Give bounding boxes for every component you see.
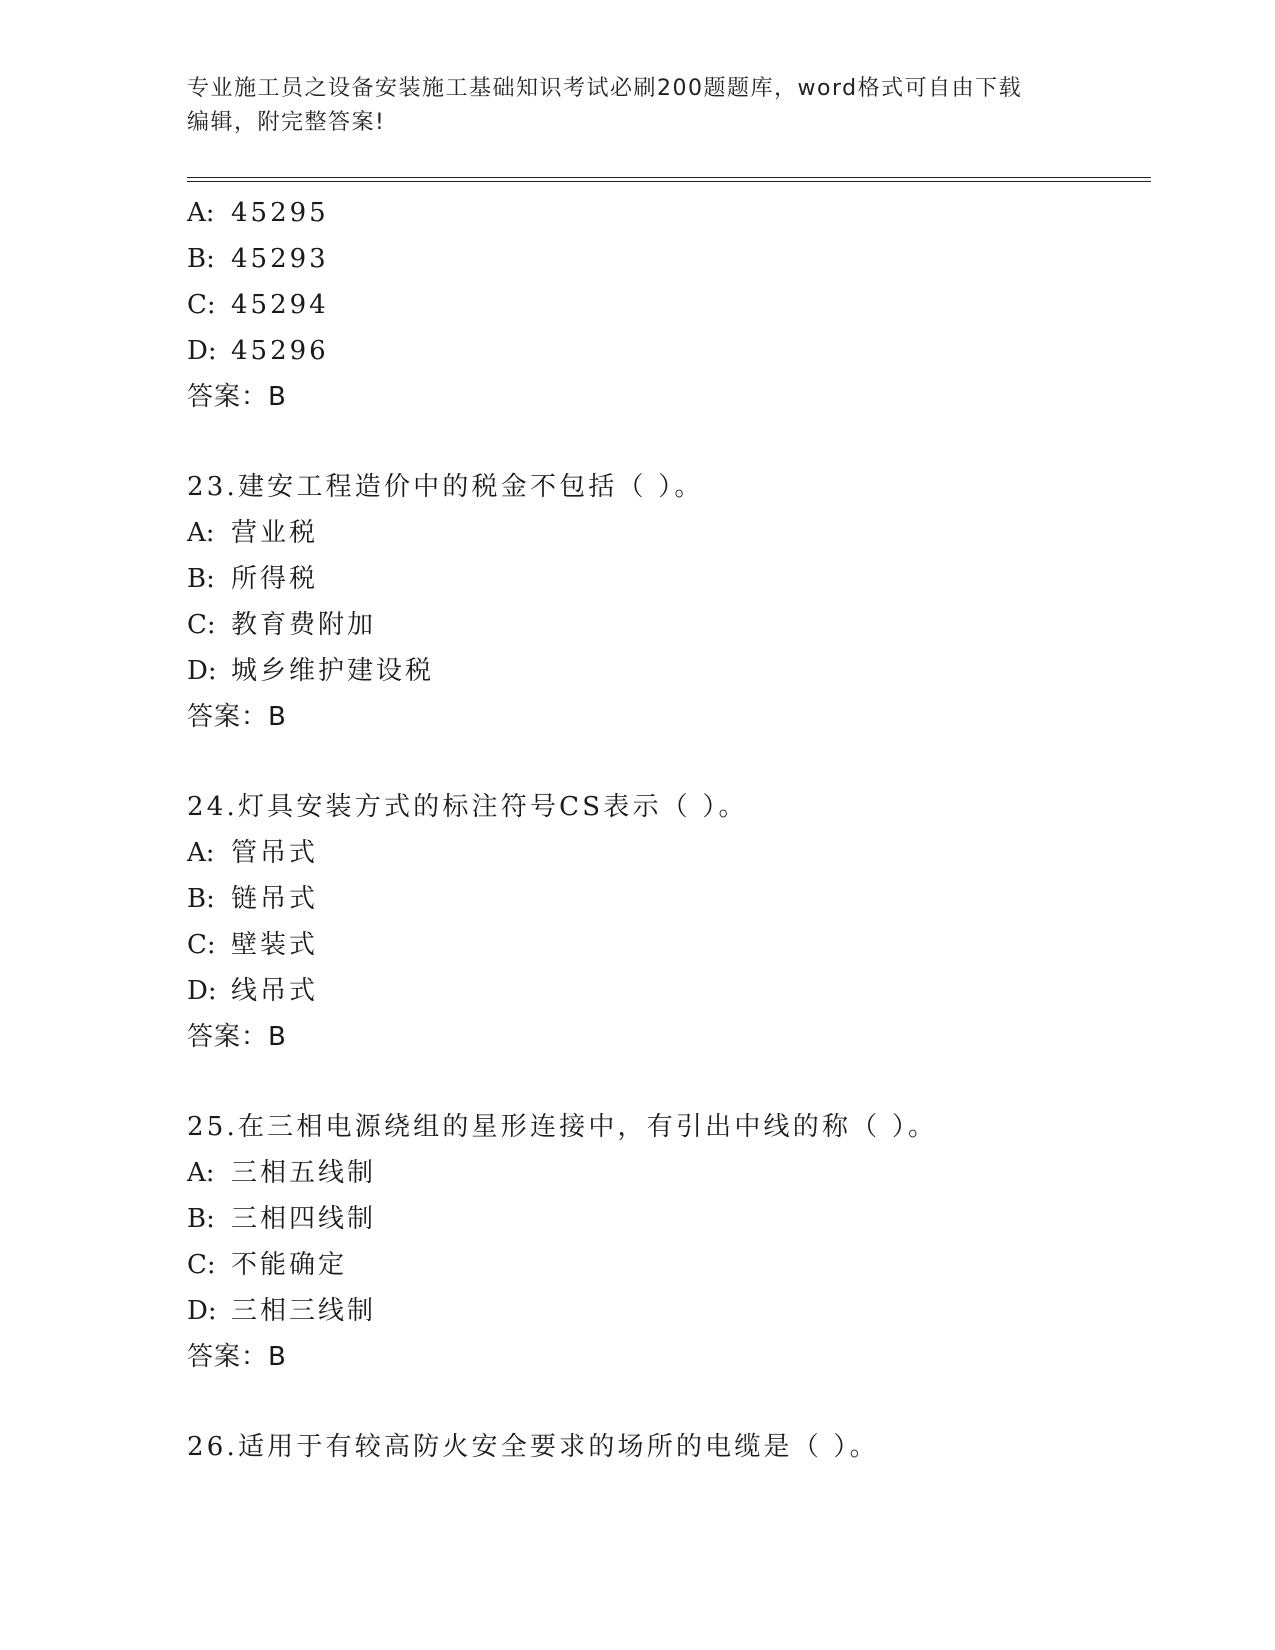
option-text: 45294 xyxy=(231,290,329,320)
spacer xyxy=(187,1380,1151,1424)
option-text: 城乡维护建设税 xyxy=(231,656,435,686)
spacer xyxy=(187,420,1151,464)
option-c: C: 教育费附加 xyxy=(187,610,377,640)
option-text: 不能确定 xyxy=(231,1250,348,1280)
option-text: 45293 xyxy=(231,244,329,274)
option-c: C: 不能确定 xyxy=(187,1250,348,1280)
question-24-text: 24.灯具安装方式的标注符号CS表示（ ）。 xyxy=(187,792,748,822)
answer-line: 答案：B xyxy=(187,382,287,412)
option-text: 壁装式 xyxy=(231,930,319,960)
question-26-text: 26.适用于有较高防火安全要求的场所的电缆是（ ）。 xyxy=(187,1432,879,1462)
option-b: B: 三相四线制 xyxy=(187,1204,377,1234)
option-b: B: 所得税 xyxy=(187,564,319,594)
answer-line: 答案：B xyxy=(187,1022,287,1052)
spacer xyxy=(187,740,1151,784)
option-text: 所得税 xyxy=(231,564,319,594)
option-text: 教育费附加 xyxy=(231,610,377,640)
option-text: 管吊式 xyxy=(231,838,319,868)
question-25-block xyxy=(187,1104,1151,1380)
header-divider-top xyxy=(187,177,1151,178)
question-23-block xyxy=(187,464,1151,740)
question-22-block xyxy=(187,190,1151,420)
option-c: C: 45294 xyxy=(187,290,329,320)
option-b: B: 45293 xyxy=(187,244,329,274)
option-d: D: 三相三线制 xyxy=(187,1296,377,1326)
question-24-block xyxy=(187,784,1151,1060)
option-a: A: 营业税 xyxy=(187,518,319,548)
header-line-1: 专业施工员之设备安装施工基础知识考试必刷200题题库，word格式可自由下载 xyxy=(187,76,1023,101)
question-23-text: 23.建安工程造价中的税金不包括（ ）。 xyxy=(187,472,704,502)
option-a: A: 45295 xyxy=(187,198,329,228)
option-c: C: 壁装式 xyxy=(187,930,319,960)
question-26-block xyxy=(187,1424,1151,1470)
answer-line: 答案：B xyxy=(187,1342,287,1372)
option-text: 三相三线制 xyxy=(231,1296,377,1326)
option-d: D: 城乡维护建设税 xyxy=(187,656,435,686)
option-d: D: 线吊式 xyxy=(187,976,319,1006)
option-text: 45295 xyxy=(231,198,329,228)
question-list xyxy=(187,190,1151,1470)
header-divider-bottom xyxy=(187,181,1151,182)
option-text: 营业税 xyxy=(231,518,319,548)
option-d: D: 45296 xyxy=(187,336,329,366)
document-header xyxy=(187,72,1087,140)
option-text: 三相五线制 xyxy=(231,1158,377,1188)
option-text: 三相四线制 xyxy=(231,1204,377,1234)
answer-line: 答案：B xyxy=(187,702,287,732)
header-line-2: 编辑，附完整答案! xyxy=(187,110,386,135)
option-a: A: 管吊式 xyxy=(187,838,319,868)
option-text: 线吊式 xyxy=(231,976,319,1006)
spacer xyxy=(187,1060,1151,1104)
question-25-text: 25.在三相电源绕组的星形连接中，有引出中线的称（ ）。 xyxy=(187,1112,938,1142)
option-text: 链吊式 xyxy=(231,884,319,914)
option-a: A: 三相五线制 xyxy=(187,1158,377,1188)
option-text: 45296 xyxy=(231,336,329,366)
option-b: B: 链吊式 xyxy=(187,884,319,914)
